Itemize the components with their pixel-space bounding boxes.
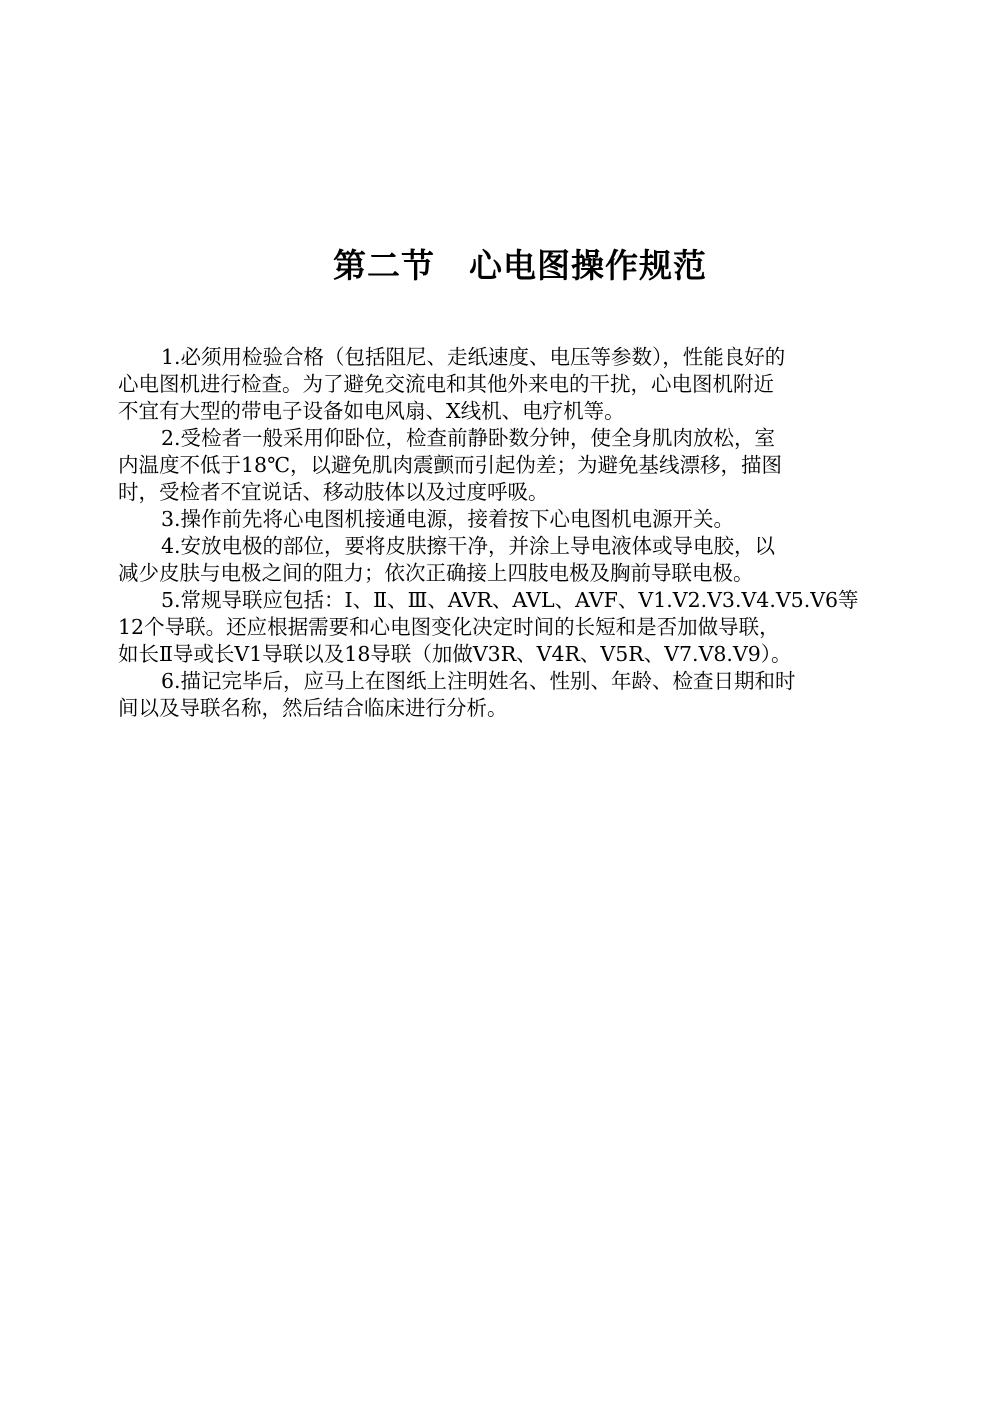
paragraph-5: [118, 587, 886, 668]
paragraph-2: [118, 425, 886, 506]
paragraph-line: 减少皮肤与电极之间的阻力；依次正确接上四肢电极及胸前导联电极。: [118, 561, 754, 585]
paragraph-line: 5.常规导联应包括：Ⅰ、Ⅱ、Ⅲ、AVR、AVL、AVF、V1.V2.V3.V4.V5.V6等: [161, 588, 859, 612]
paragraph-line: 心电图机进行检查。为了避免交流电和其他外来电的干扰，心电图机附近: [118, 372, 774, 396]
paragraph-6: [118, 668, 886, 722]
paragraph-line: 不宜有大型的带电子设备如电风扇、X线机、电疗机等。: [118, 399, 625, 423]
paragraph-line: 6.描记完毕后，应马上在图纸上注明姓名、性别、年龄、检查日期和时: [161, 669, 796, 693]
paragraph-line: 间以及导联名称，然后结合临床进行分析。: [118, 696, 508, 720]
paragraph-4: [118, 533, 886, 587]
paragraph-1: [118, 344, 886, 425]
page-title: 第二节 心电图操作规范: [333, 246, 707, 285]
paragraph-line: 12个导联。还应根据需要和心电图变化决定时间的长短和是否加做导联，: [118, 615, 780, 639]
paragraph-line: 时，受检者不宜说话、移动肢体以及过度呼吸。: [118, 480, 549, 504]
paragraph-line: 内温度不低于18℃，以避免肌肉震颤而引起伪差；为避免基线漂移，描图: [118, 453, 783, 477]
paragraph-line: 1.必须用检验合格（包括阻尼、走纸速度、电压等参数），性能良好的: [161, 345, 786, 369]
document-body: [118, 344, 886, 722]
paragraph-3: [118, 506, 886, 533]
paragraph-line: 3.操作前先将心电图机接通电源，接着按下心电图机电源开关。: [161, 507, 735, 531]
paragraph-line: 4.安放电极的部位，要将皮肤擦干净，并涂上导电液体或导电胶，以: [161, 534, 776, 558]
paragraph-line: 如长Ⅱ导或长V1导联以及18导联（加做V3R、V4R、V5R、V7.V8.V9）。: [118, 642, 792, 666]
paragraph-line: 2.受检者一般采用仰卧位，检查前静卧数分钟，使全身肌肉放松，室: [161, 426, 776, 450]
